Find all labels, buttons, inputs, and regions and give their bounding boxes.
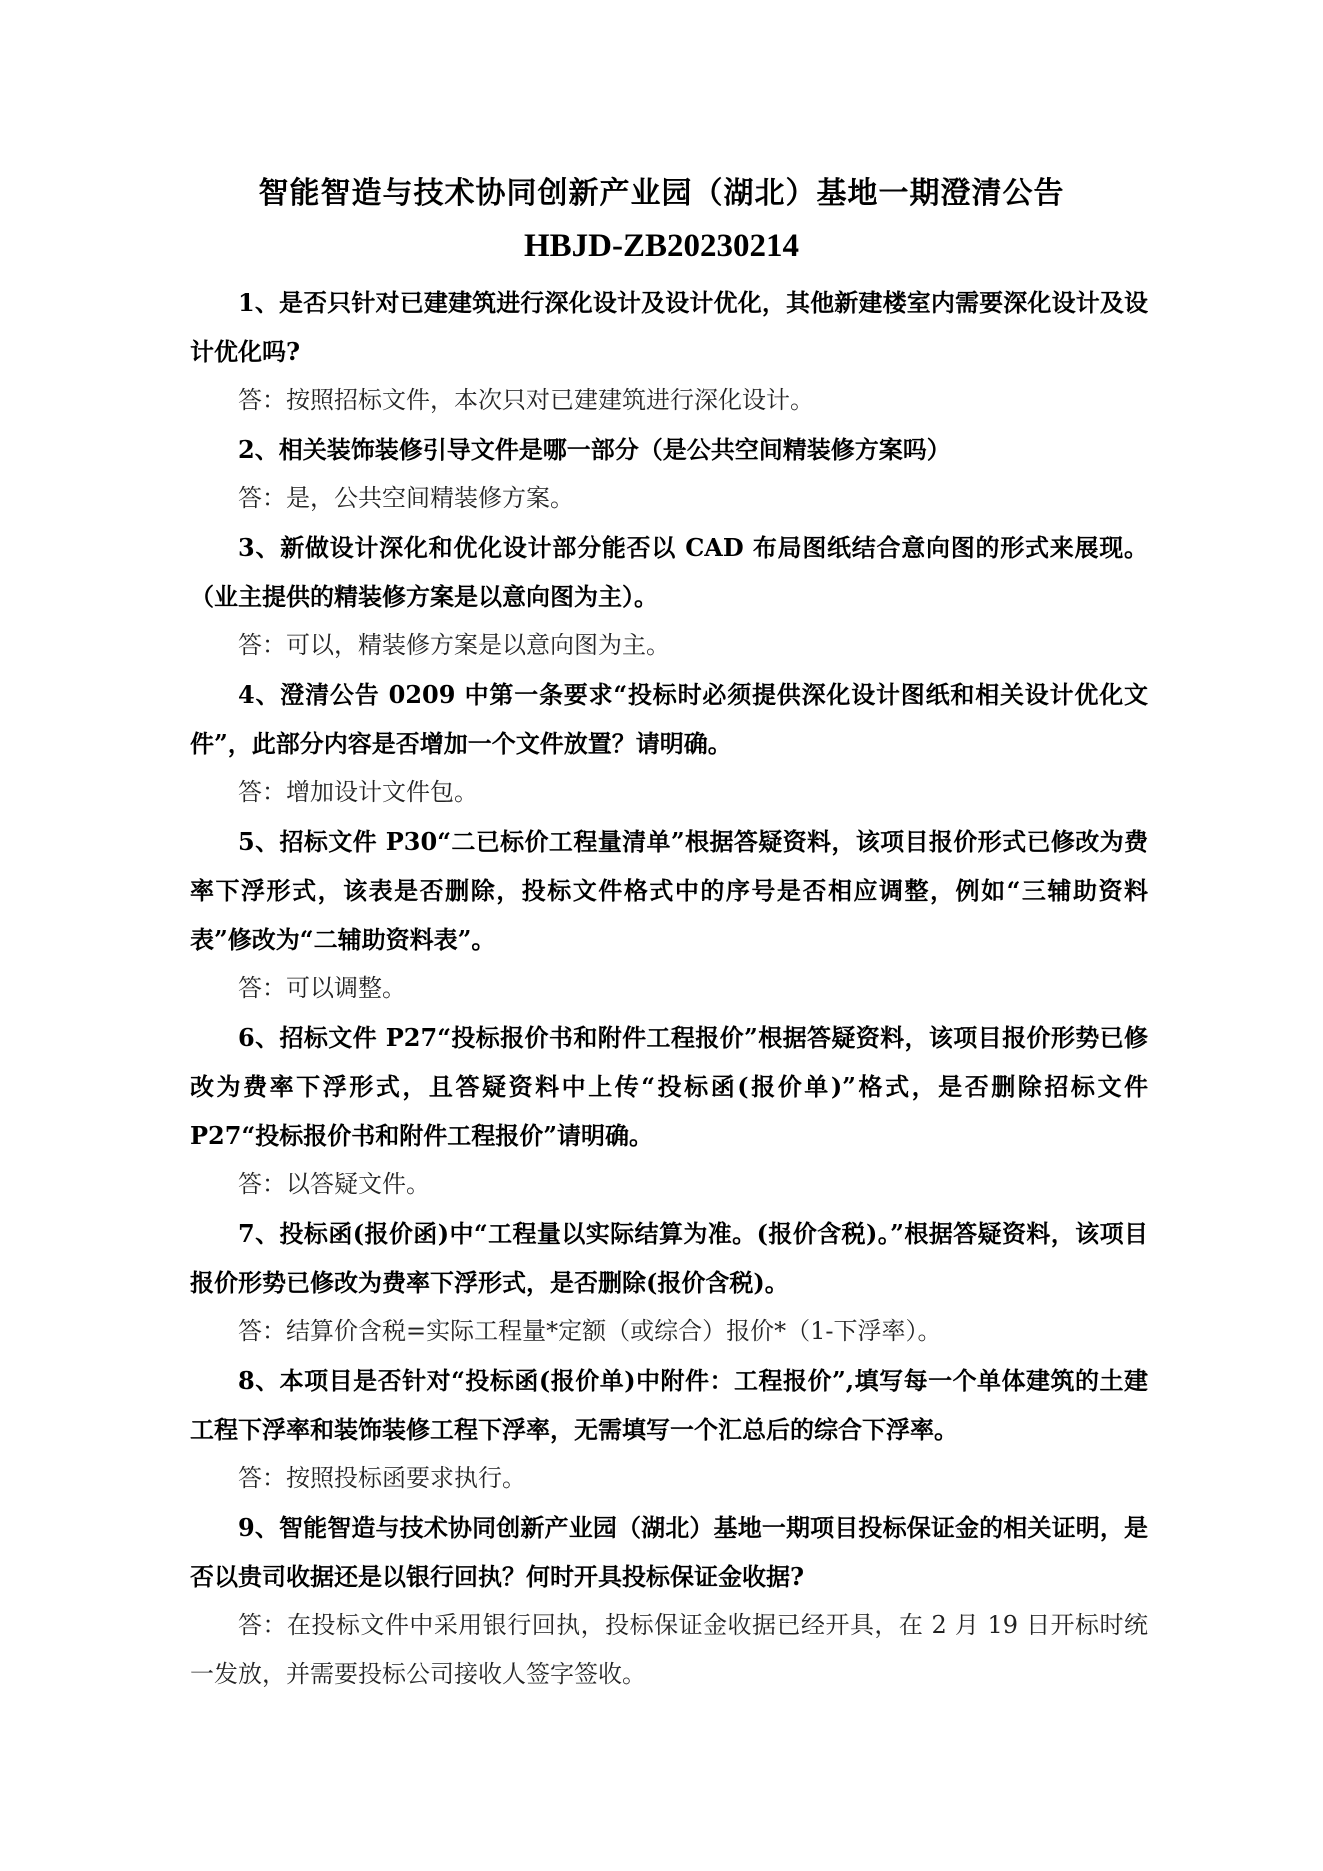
qa-list: [190, 278, 1148, 1699]
question-8: 8、本项目是否针对“投标函(报价单)中附件：工程报价”,填写每一个单体建筑的土建工程下浮率和装饰装修工程下浮率，无需填写一个汇总后的综合下浮率。: [190, 1366, 1148, 1444]
answer-3: 答：可以，精装修方案是以意向图为主。: [238, 631, 670, 659]
answer-5: 答：可以调整。: [238, 974, 406, 1002]
question-6: 6、招标文件 P27“投标报价书和附件工程报价”根据答疑资料，该项目报价形势已修改为费率下浮形式，且答疑资料中上传“投标函(报价单)”格式，是否删除招标文件 P27“投标报价书和附件工程报价”请明确。: [190, 1023, 1148, 1150]
question-5: 5、招标文件 P30“二已标价工程量清单”根据答疑资料，该项目报价形式已修改为费率下浮形式，该表是否删除，投标文件格式中的序号是否相应调整，例如“三辅助资料表”修改为“二辅助资料表”。: [190, 827, 1148, 954]
question-2: 2、相关装饰装修引导文件是哪一部分（是公共空间精装修方案吗）: [238, 435, 951, 464]
answer-1: 答：按照招标文件，本次只对已建建筑进行深化设计。: [238, 386, 814, 414]
answer-9: 答：在投标文件中采用银行回执，投标保证金收据已经开具，在 2 月 19 日开标时统一发放，并需要投标公司接收人签字签收。: [190, 1611, 1148, 1688]
answer-8: 答：按照投标函要求执行。: [238, 1464, 526, 1492]
answer-6: 答：以答疑文件。: [238, 1170, 430, 1198]
answer-7: 答：结算价含税=实际工程量*定额（或综合）报价*（1-下浮率）。: [238, 1317, 942, 1345]
answer-4: 答：增加设计文件包。: [238, 778, 478, 806]
answer-2: 答：是，公共空间精装修方案。: [238, 484, 574, 512]
question-1: 1、是否只针对已建建筑进行深化设计及设计优化，其他新建楼室内需要深化设计及设计优化吗?: [190, 288, 1148, 366]
document-code: HBJD-ZB20230214: [523, 228, 800, 264]
question-4: 4、澄清公告 0209 中第一条要求“投标时必须提供深化设计图纸和相关设计优化文件”，此部分内容是否增加一个文件放置？请明确。: [190, 680, 1148, 758]
question-3: 3、新做设计深化和优化设计部分能否以 CAD 布局图纸结合意向图的形式来展现。（业主提供的精装修方案是以意向图为主）。: [190, 533, 1148, 611]
question-9: 9、智能智造与技术协同创新产业园（湖北）基地一期项目投标保证金的相关证明，是否以贵司收据还是以银行回执？何时开具投标保证金收据?: [190, 1513, 1148, 1591]
question-7: 7、投标函(报价函)中“工程量以实际结算为准。(报价含税)。”根据答疑资料，该项目报价形势已修改为费率下浮形式，是否删除(报价含税)。: [190, 1219, 1148, 1297]
document-title: 智能智造与技术协同创新产业园（湖北）基地一期澄清公告: [258, 176, 1065, 211]
